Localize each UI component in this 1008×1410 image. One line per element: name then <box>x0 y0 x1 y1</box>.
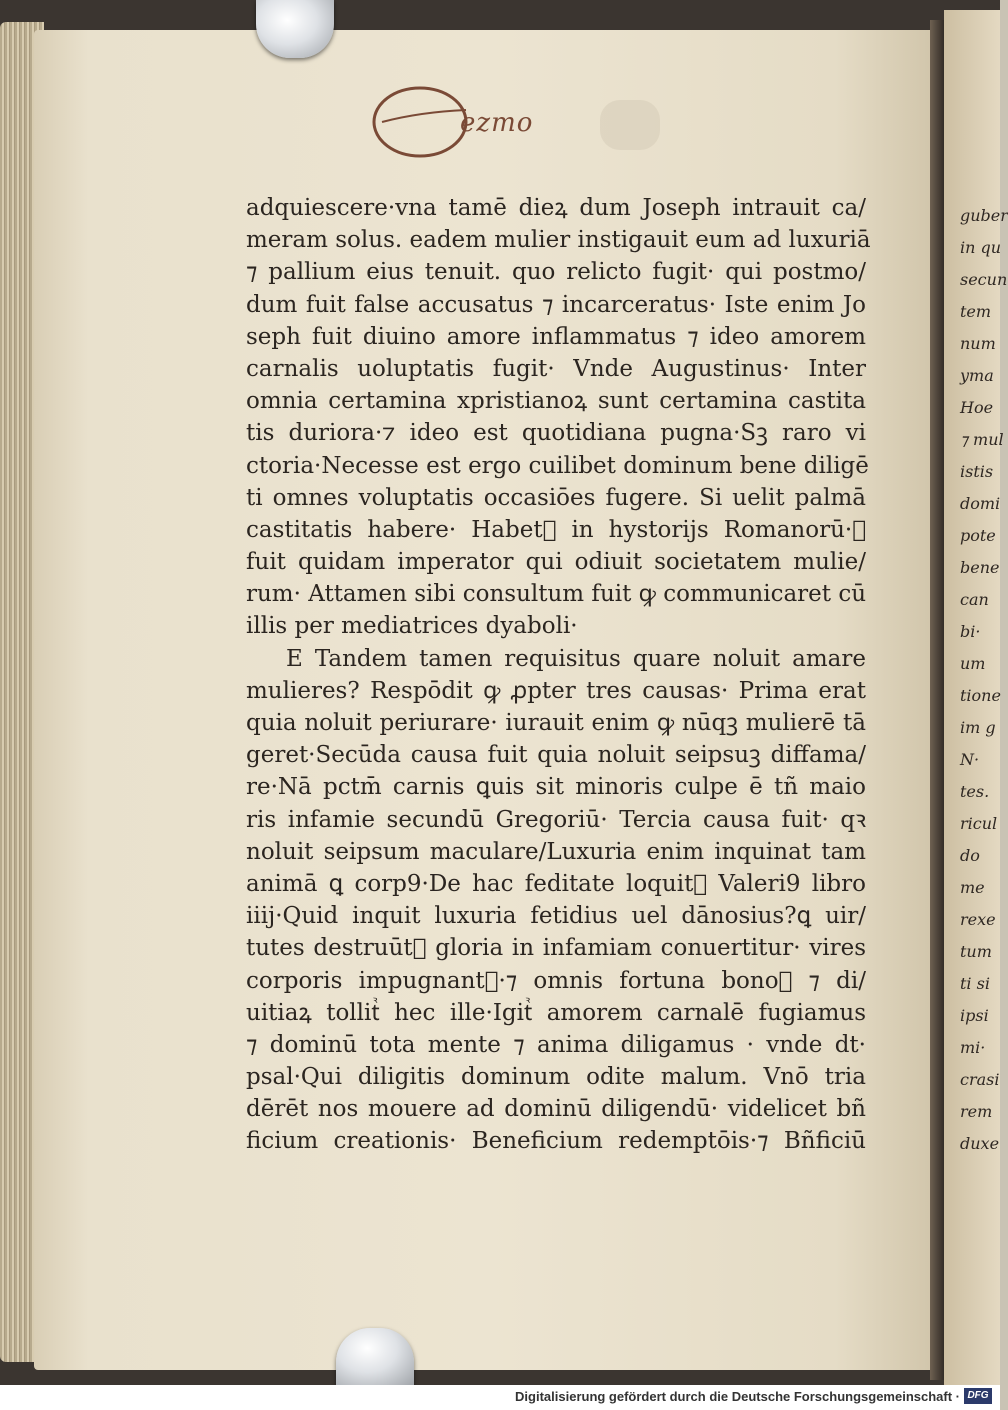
text-line: geret·Secūda causa fuit quia noluit seipsuꝫ diffama/ <box>246 742 866 769</box>
right-page-line: rem <box>960 1102 993 1121</box>
right-page-line: N· <box>960 750 980 769</box>
text-line: fuit quidam imperator qui odiuit societatem mulie/ <box>246 549 866 576</box>
right-page-line: ricul <box>960 814 998 833</box>
text-line: dum fuit false accusatus ⁊ incarceratus· Iste enim Jo <box>246 291 866 318</box>
right-page-line: tem <box>960 302 992 321</box>
text-line: dērēt nos mouere ad dominū diligendū· videlicet bñ <box>246 1096 866 1123</box>
right-page-line: im g <box>960 718 996 737</box>
text-line: iiij·Quid inquit luxuria fetidius uel dānosius?ꝗ uir/ <box>246 903 866 930</box>
text-line: adquiescere·vna tamē dieꝝ dum Joseph intrauit ca/ <box>246 195 866 221</box>
text-line: animā ꝗ corp9·De hac feditate loquitᷣ Valeri9 libro <box>246 870 866 897</box>
right-page-line: crasi <box>960 1070 1000 1089</box>
right-page-line: tum <box>960 942 992 961</box>
text-line: ficium creationis· Beneficium redemptōis·⁊ Bñficiū <box>246 1128 866 1155</box>
text-line: ti omnes voluptatis occasiōes fugere. Si uelit palmā <box>246 484 866 511</box>
right-page-line: bi· <box>960 622 981 641</box>
right-page-line: secun <box>960 270 1008 289</box>
text-line: re·Nā pctm̄ carnis ꝗuis sit minoris culpe ē tñ maio <box>246 774 866 801</box>
right-page-line: num <box>960 334 996 353</box>
text-line: noluit seipsum maculare/Luxuria enim inquinat tam <box>246 838 866 865</box>
text-line: seph fuit diuino amore inflammatus ⁊ ideo amorem <box>246 323 866 350</box>
dfg-logo: DFG <box>964 1388 992 1404</box>
text-line: quia noluit periurare· iurauit enim ꝙ nūqꝫ mulierē tā <box>246 710 866 736</box>
right-page-line: me <box>960 878 985 897</box>
text-line: rum· Attamen sibi consultum fuit ꝙ communicaret cū <box>246 581 867 608</box>
right-page-line: mi· <box>960 1038 986 1057</box>
text-line: carnalis uoluptatis fugit· Vnde Augustinus· Inter <box>246 355 866 382</box>
running-title: ezmo <box>460 108 534 138</box>
right-page-line: do <box>960 846 980 865</box>
text-line: ctoria·Necesse est ergo cuilibet dominum bene diligē <box>246 452 869 479</box>
text-line: ris infamie secundū Gregoriū· Tercia causa fuit· qꝛ <box>246 806 866 833</box>
text-line: omnia certamina xpristianoꝝ sunt certamina castita <box>246 388 866 415</box>
right-page-line: Hoe <box>960 398 994 417</box>
right-page-line: istis <box>960 462 994 481</box>
funding-credit: Digitalisierung gefördert durch die Deutsche Forschungsgemeinschaft · <box>515 1389 960 1404</box>
paper-stain <box>600 100 660 150</box>
right-page-line: um <box>960 654 986 673</box>
right-page-line: ⁊ mul <box>960 430 1004 449</box>
text-line: illis per mediatrices dyaboli· <box>246 613 578 640</box>
right-page-line: can <box>960 590 989 609</box>
right-page-line: rexe <box>960 910 996 929</box>
footer-bar <box>0 1385 1000 1410</box>
text-line: psal·Qui diligitis dominum odite malum. Vnō tria <box>246 1064 866 1091</box>
right-page-line: pote <box>960 526 996 545</box>
text-line: corporis impugnantᷣ·⁊ omnis fortuna bonoꝝ ⁊ di/ <box>246 967 866 994</box>
right-page-line: bene <box>960 558 1000 577</box>
top-page-clip <box>256 0 334 58</box>
right-page-line: domi <box>960 494 1001 513</box>
text-line: tutes destruūtᷣ gloria in infamiam conuertitur· vires <box>246 935 866 962</box>
text-line: E Tandem tamen requisitus quare noluit amare <box>286 645 866 672</box>
right-page-line: duxe <box>960 1134 1000 1153</box>
handwritten-flourish-icon <box>370 82 470 160</box>
text-line: ⁊ dominū tota mente ⁊ anima diligamus · vnde dt· <box>246 1031 866 1058</box>
right-page-line: ipsi <box>960 1006 989 1025</box>
text-line: ⁊ pallium eius tenuit. quo relicto fugit· qui postmo/ <box>246 259 866 286</box>
text-line: mulieres? Respōdit ꝙ ꝓpter tres causas· Prima erat <box>246 677 866 704</box>
right-page-line: yma <box>960 366 994 385</box>
body-text <box>246 192 871 1158</box>
text-line: meram solus. eadem mulier instigauit eum ad luxuriā <box>246 227 871 254</box>
bottom-page-clip <box>336 1328 414 1386</box>
right-page-line: tes. <box>960 782 990 801</box>
right-page-line: ti si <box>960 974 990 993</box>
right-page-line: guber <box>960 206 1008 225</box>
right-page-line: in qu <box>960 238 1002 257</box>
text-line: tis duriora·⁊ ideo est quotidiana pugna·Sꝫ raro vi <box>246 420 866 447</box>
right-page-line: tione <box>960 686 1001 705</box>
right-page-text <box>960 200 1008 1160</box>
text-line: castitatis habere· Habetᷣ in hystorijs Romanorū·ꝙ <box>246 516 866 543</box>
text-line: uitiaꝝ tollitᷣ hec ille·Igitᷣ amorem carnalē fugiamus <box>246 999 866 1026</box>
